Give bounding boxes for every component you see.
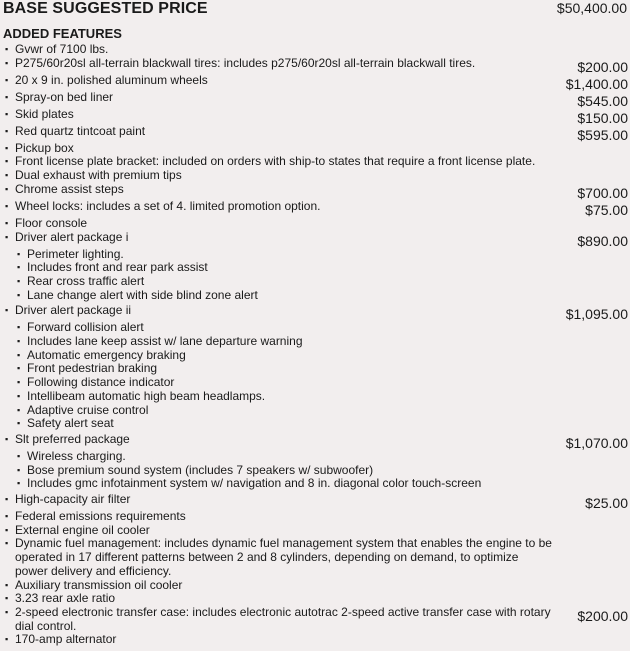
feature-subitem-label: Automatic emergency braking (27, 347, 186, 362)
bullet-icon: ▪ (5, 593, 9, 604)
bullet-icon: ▪ (17, 390, 21, 401)
feature-subitem (17, 335, 630, 349)
feature-item (0, 43, 630, 57)
feature-item (0, 231, 630, 248)
bullet-icon: ▪ (17, 336, 21, 347)
feature-item (0, 304, 630, 321)
feature-sublist (0, 321, 630, 431)
feature-subitem-label: Includes lane keep assist w/ lane departure warning (27, 334, 303, 349)
bullet-icon: ▪ (5, 125, 9, 136)
feature-item (0, 579, 630, 593)
feature-subitem-label: Rear cross traffic alert (27, 273, 145, 288)
added-features-title: ADDED FEATURES (3, 26, 122, 41)
feature-label: Driver alert package ii (15, 303, 132, 318)
feature-item (0, 493, 630, 510)
bullet-icon: ▪ (5, 231, 9, 242)
feature-price: $890.00 (577, 232, 628, 249)
bullet-icon: ▪ (5, 305, 9, 316)
feature-item (0, 183, 630, 200)
feature-label: Chrome assist steps (15, 181, 124, 196)
bullet-icon: ▪ (5, 433, 9, 444)
feature-item-main (0, 155, 535, 169)
feature-item-main (0, 57, 475, 71)
bullet-icon: ▪ (17, 377, 21, 388)
bullet-icon: ▪ (17, 262, 21, 273)
bullet-icon: ▪ (17, 404, 21, 415)
feature-subitem (17, 376, 630, 390)
feature-item (0, 91, 630, 108)
feature-price: $25.00 (585, 495, 628, 512)
feature-subitem-label: Includes gmc infotainment system w/ navigation and 8 in. diagonal color touch-screen (27, 476, 482, 491)
feature-item (0, 606, 630, 633)
feature-label: Gvwr of 7100 lbs. (15, 42, 109, 56)
bullet-icon: ▪ (5, 634, 9, 645)
bullet-icon: ▪ (17, 349, 21, 360)
feature-price: $1,095.00 (565, 306, 628, 323)
feature-subitem (17, 261, 630, 275)
bullet-icon: ▪ (17, 275, 21, 286)
feature-subitem-label: Wireless charging. (27, 448, 126, 463)
feature-subitem (17, 349, 630, 363)
feature-sublist (0, 248, 630, 303)
bullet-icon: ▪ (5, 156, 9, 167)
bullet-icon: ▪ (5, 200, 9, 211)
feature-subitem (17, 464, 630, 478)
feature-price: $1,400.00 (565, 75, 628, 92)
feature-item (0, 537, 630, 578)
feature-item-main (0, 304, 131, 318)
feature-price: $150.00 (577, 109, 628, 126)
feature-price: $200.00 (577, 607, 628, 624)
bullet-icon: ▪ (5, 183, 9, 194)
feature-item-main (0, 169, 182, 183)
feature-label: Driver alert package i (15, 229, 129, 244)
feature-label: Skid plates (15, 106, 74, 121)
feature-label: Spray-on bed liner (15, 89, 114, 104)
feature-price: $1,070.00 (565, 434, 628, 451)
feature-item-main (0, 43, 108, 57)
feature-price: $595.00 (577, 126, 628, 143)
feature-label: Federal emissions requirements (15, 509, 186, 524)
bullet-icon: ▪ (5, 579, 9, 590)
feature-label: High-capacity air filter (15, 492, 131, 507)
feature-label: Dynamic fuel management: includes dynamic fuel management system that enables the engine to be operated in 17 different patterns between 2 and 8 cylinders, depending on demand, to optimize power delivery and efficiency. (15, 536, 552, 578)
feature-subitem (17, 362, 630, 376)
bullet-icon: ▪ (17, 363, 21, 374)
feature-label: Dual exhaust with premium tips (15, 168, 182, 183)
feature-item (0, 125, 630, 142)
bullet-icon: ▪ (5, 57, 9, 68)
feature-item-main (0, 433, 130, 447)
feature-label: P275/60r20sl all-terrain blackwall tires: includes p275/60r20sl all-terrain blackwall tires. (15, 55, 476, 70)
feature-item (0, 433, 630, 450)
feature-item (0, 74, 630, 91)
feature-subitem-label: Lane change alert with side blind zone alert (27, 287, 258, 302)
feature-item-main (0, 633, 116, 647)
feature-subitem-label: Intellibeam automatic high beam headlamps. (27, 388, 266, 403)
feature-subitem (17, 275, 630, 289)
feature-item (0, 200, 630, 217)
feature-subitem (17, 321, 630, 335)
bullet-icon: ▪ (5, 108, 9, 119)
bullet-icon: ▪ (5, 142, 9, 153)
feature-label: 2-speed electronic transfer case: includes electronic autotrac 2-speed active transfer case with rotary dial control. (15, 604, 551, 633)
feature-subitem-label: Forward collision alert (27, 320, 144, 335)
feature-label: External engine oil cooler (15, 522, 150, 537)
feature-list (0, 43, 630, 647)
feature-item-main (0, 592, 115, 606)
feature-item-main (0, 579, 182, 593)
feature-label: Pickup box (15, 140, 74, 155)
bullet-icon: ▪ (5, 74, 9, 85)
feature-subitem-label: Includes front and rear park assist (27, 260, 208, 275)
feature-item (0, 108, 630, 125)
feature-subitem-label: Following distance indicator (27, 375, 175, 390)
feature-item (0, 169, 630, 183)
feature-subitem (17, 417, 630, 431)
feature-subitem (17, 404, 630, 418)
feature-subitem (17, 450, 630, 464)
feature-label: Slt preferred package (15, 431, 130, 446)
feature-subitem (17, 477, 630, 491)
feature-label: 170-amp alternator (15, 632, 117, 647)
base-price-value: $50,400.00 (556, 0, 627, 16)
bullet-icon: ▪ (5, 524, 9, 535)
feature-price: $545.00 (577, 92, 628, 109)
feature-price: $700.00 (577, 184, 628, 201)
feature-item-main (0, 74, 208, 88)
feature-subitem-label: Perimeter lighting. (27, 246, 124, 261)
feature-item (0, 155, 630, 169)
bullet-icon: ▪ (17, 450, 21, 461)
bullet-icon: ▪ (17, 418, 21, 429)
bullet-icon: ▪ (5, 170, 9, 181)
feature-item-main (0, 200, 320, 214)
feature-item (0, 592, 630, 606)
feature-item-main (0, 125, 145, 139)
bullet-icon: ▪ (17, 289, 21, 300)
feature-item-main (0, 231, 128, 245)
feature-item-main (0, 91, 113, 105)
feature-price: $200.00 (577, 58, 628, 75)
feature-subitem-label: Bose premium sound system (includes 7 speakers w/ subwoofer) (27, 462, 374, 477)
feature-sublist (0, 450, 630, 491)
feature-item-main (0, 108, 74, 122)
bullet-icon: ▪ (5, 217, 9, 228)
feature-item-main (0, 524, 150, 538)
feature-item-main (0, 142, 74, 156)
feature-subitem-label: Safety alert seat (27, 416, 114, 431)
feature-subitem (17, 248, 630, 262)
base-price-title: BASE SUGGESTED PRICE (3, 0, 208, 17)
feature-item (0, 633, 630, 647)
feature-subitem (17, 390, 630, 404)
feature-item-main (0, 510, 186, 524)
bullet-icon: ▪ (5, 91, 9, 102)
bullet-icon: ▪ (5, 511, 9, 522)
feature-label: 20 x 9 in. polished aluminum wheels (15, 72, 208, 87)
bullet-icon: ▪ (17, 248, 21, 259)
bullet-icon: ▪ (5, 494, 9, 505)
feature-label: Auxiliary transmission oil cooler (15, 577, 183, 592)
feature-item-main (0, 537, 553, 578)
feature-item (0, 510, 630, 524)
bullet-icon: ▪ (17, 478, 21, 489)
bullet-icon: ▪ (5, 606, 9, 617)
feature-price: $75.00 (585, 201, 628, 218)
feature-item (0, 217, 630, 231)
feature-item-main (0, 606, 553, 633)
bullet-icon: ▪ (17, 322, 21, 333)
feature-label: Floor console (15, 215, 88, 230)
feature-item-main (0, 493, 130, 507)
feature-label: Wheel locks: includes a set of 4. limited promotion option. (15, 198, 321, 213)
feature-subitem-label: Adaptive cruise control (27, 402, 149, 417)
base-price-row (0, 0, 630, 18)
feature-item-main (0, 217, 87, 231)
feature-item-main (0, 183, 124, 197)
feature-label: Front license plate bracket: included on orders with ship-to states that require a front license plate. (15, 154, 536, 169)
feature-label: Red quartz tintcoat paint (15, 123, 146, 138)
bullet-icon: ▪ (5, 538, 9, 549)
feature-item (0, 142, 630, 156)
feature-subitem-label: Front pedestrian braking (27, 361, 158, 376)
feature-item (0, 524, 630, 538)
feature-subitem (17, 289, 630, 303)
feature-item (0, 57, 630, 74)
bullet-icon: ▪ (5, 44, 9, 54)
feature-label: 3.23 rear axle ratio (15, 591, 116, 606)
bullet-icon: ▪ (17, 464, 21, 475)
